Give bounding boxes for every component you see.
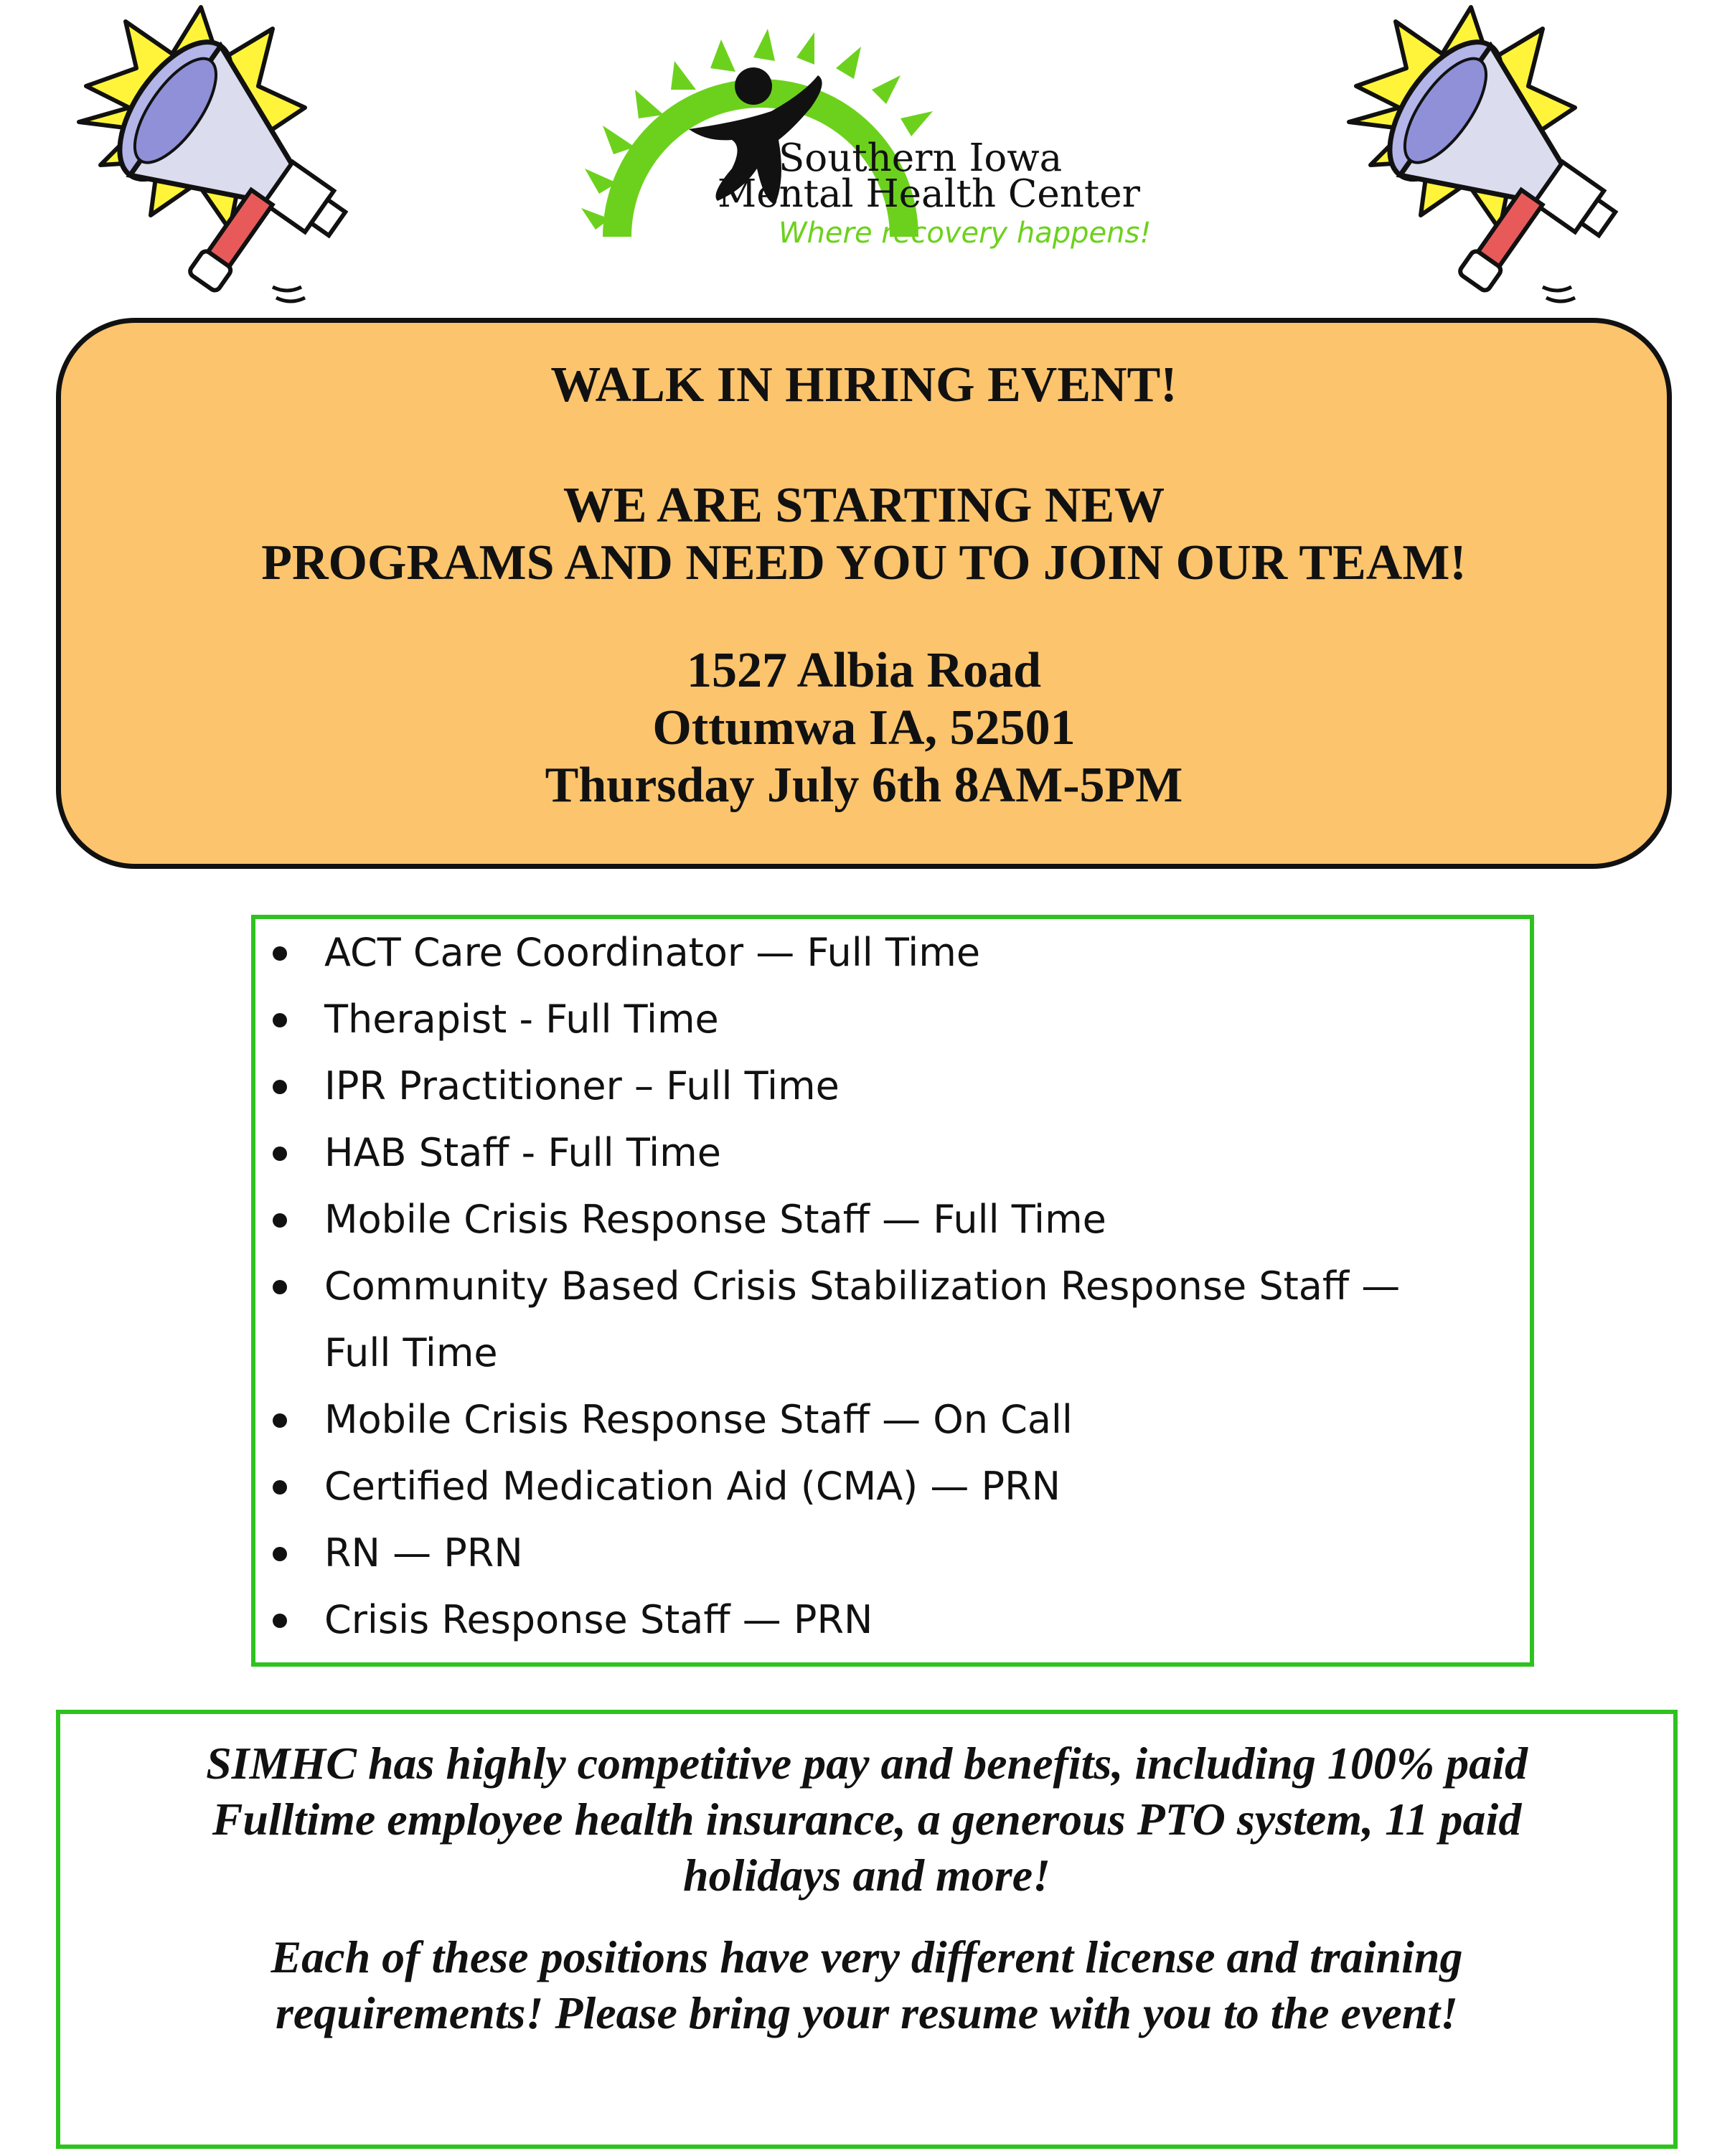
- position-label: Community Based Crisis Stabilization Response Staff —: [324, 1263, 1401, 1309]
- position-label: HAB Staff - Full Time: [324, 1130, 721, 1175]
- list-item: [255, 1586, 1530, 1653]
- org-name-line1: Southern Iowa: [779, 136, 1063, 180]
- benefits-line3: holidays and more!: [682, 1850, 1051, 1901]
- benefits-info-box: [56, 1710, 1678, 2149]
- list-item: [255, 1520, 1530, 1586]
- list-item: [255, 1386, 1530, 1453]
- position-label: Therapist - Full Time: [324, 997, 719, 1042]
- megaphone-icon: [57, 0, 395, 309]
- event-location-time: [61, 642, 1667, 814]
- position-label-continued: Full Time: [324, 1330, 498, 1375]
- bullet-icon: [273, 1413, 287, 1428]
- bullet-icon: [273, 1147, 287, 1161]
- positions-list: [255, 919, 1530, 1653]
- benefits-paragraph: [60, 1736, 1673, 1903]
- event-subtitle-line1: WE ARE STARTING NEW: [563, 478, 1165, 533]
- list-item: [255, 919, 1530, 986]
- list-item: [255, 1053, 1530, 1119]
- position-label: ACT Care Coordinator — Full Time: [324, 930, 981, 975]
- bullet-icon: [273, 1480, 287, 1494]
- event-subtitle: [61, 477, 1667, 592]
- list-item: [255, 1186, 1530, 1253]
- list-item: [255, 1119, 1530, 1186]
- benefits-line2: Fulltime employee health insurance, a generous PTO system, 11 paid: [212, 1794, 1522, 1845]
- event-address-street: 1527 Albia Road: [687, 643, 1041, 698]
- event-address-city: Ottumwa IA, 52501: [652, 700, 1076, 755]
- position-label: RN — PRN: [324, 1530, 523, 1576]
- requirements-paragraph: [60, 1929, 1673, 2041]
- position-label: Crisis Response Staff — PRN: [324, 1597, 873, 1642]
- list-item: [255, 1253, 1530, 1386]
- requirements-line1: Each of these positions have very different license and training: [271, 1931, 1463, 1982]
- bullet-icon: [273, 1213, 287, 1228]
- benefits-line1: SIMHC has highly competitive pay and benefits, including 100% paid: [206, 1738, 1528, 1789]
- list-item: [255, 1453, 1530, 1520]
- position-label: Mobile Crisis Response Staff — Full Time: [324, 1197, 1106, 1242]
- list-item: [255, 986, 1530, 1053]
- organization-logo: [581, 14, 1213, 258]
- bullet-icon: [273, 1280, 287, 1294]
- bullet-icon: [273, 1614, 287, 1628]
- event-subtitle-line2: PROGRAMS AND NEED YOU TO JOIN OUR TEAM!: [261, 535, 1467, 590]
- event-announcement-box: [56, 318, 1672, 869]
- bullet-icon: [273, 946, 287, 961]
- event-title: WALK IN HIRING EVENT!: [550, 357, 1177, 413]
- bullet-icon: [273, 1013, 287, 1027]
- position-label: IPR Practitioner – Full Time: [324, 1063, 840, 1108]
- bullet-icon: [273, 1080, 287, 1094]
- org-name-line2: Mental Health Center: [718, 172, 1140, 216]
- bullet-icon: [273, 1547, 287, 1561]
- event-date-time: Thursday July 6th 8AM-5PM: [545, 758, 1183, 813]
- requirements-line2: requirements! Please bring your resume with you to the event!: [275, 1987, 1459, 2038]
- position-label: Mobile Crisis Response Staff — On Call: [324, 1397, 1073, 1442]
- positions-box: [251, 915, 1534, 1667]
- tagline: Where recovery happens!: [779, 217, 1152, 250]
- megaphone-icon: [1327, 0, 1665, 309]
- position-label: Certified Medication Aid (CMA) — PRN: [324, 1464, 1061, 1509]
